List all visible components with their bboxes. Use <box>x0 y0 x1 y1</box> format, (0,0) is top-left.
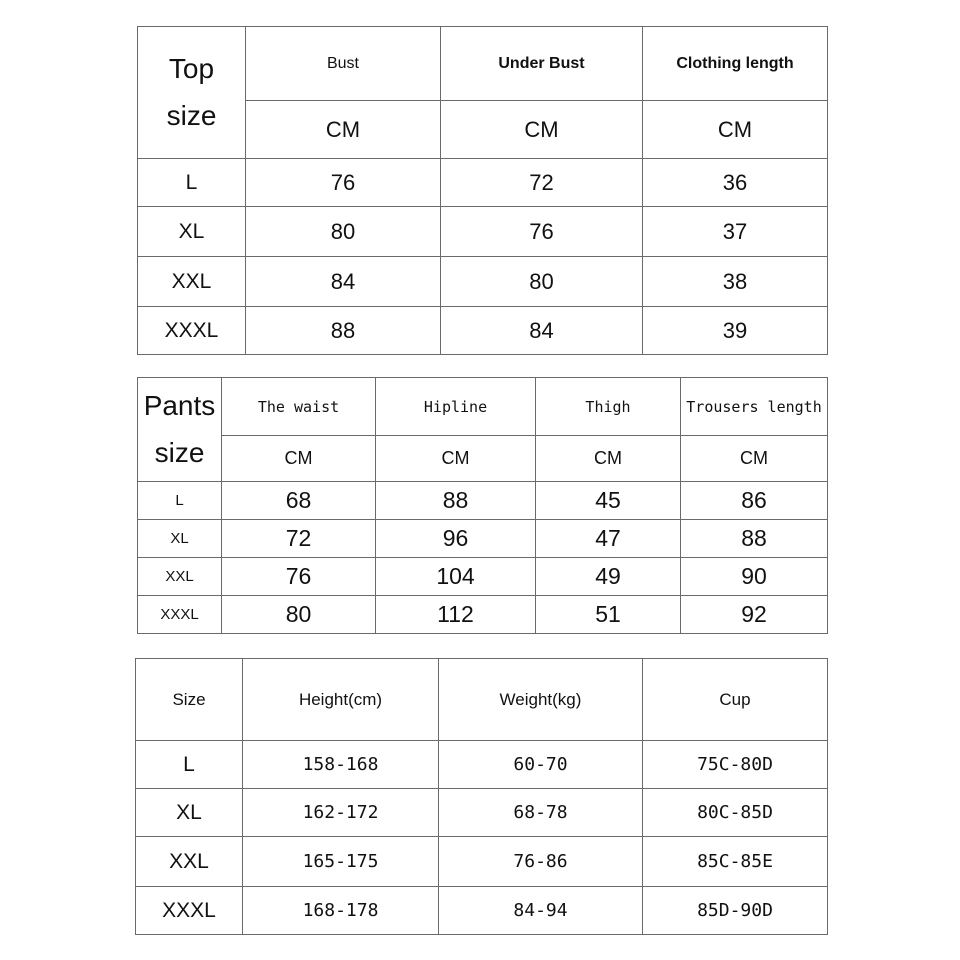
weight-value: 68-78 <box>439 789 643 837</box>
pants-title-line2: size <box>154 436 205 468</box>
bust-value: 88 <box>246 307 441 355</box>
thigh-value: 45 <box>536 482 681 520</box>
pants-unit-trousers-length: CM <box>681 436 828 482</box>
bust-value: 84 <box>246 257 441 307</box>
height-value: 165-175 <box>243 837 439 887</box>
thigh-value: 49 <box>536 558 681 596</box>
weight-value: 60-70 <box>439 741 643 789</box>
table-row <box>136 837 828 887</box>
pants-unit-thigh: CM <box>536 436 681 482</box>
bust-value: 76 <box>246 159 441 207</box>
table-row <box>136 887 828 935</box>
height-value: 158-168 <box>243 741 439 789</box>
header-weight: Weight(kg) <box>439 659 643 741</box>
clothing-length-value: 37 <box>643 207 828 257</box>
bust-value: 80 <box>246 207 441 257</box>
pants-header-hipline: Hipline <box>376 378 536 436</box>
top-title-line1: Top <box>168 53 215 85</box>
top-unit-clothing-length: CM <box>643 101 828 159</box>
top-header-row <box>138 27 828 101</box>
cup-value: 80C-85D <box>643 789 828 837</box>
under-bust-value: 72 <box>441 159 643 207</box>
pants-unit-waist: CM <box>222 436 376 482</box>
height-value: 168-178 <box>243 887 439 935</box>
clothing-length-value: 39 <box>643 307 828 355</box>
waist-value: 68 <box>222 482 376 520</box>
header-height: Height(cm) <box>243 659 439 741</box>
body-size-table <box>135 658 828 935</box>
size-label: XXXL <box>138 596 222 634</box>
pants-unit-hipline: CM <box>376 436 536 482</box>
size-label: XXL <box>138 558 222 596</box>
cup-value: 85D-90D <box>643 887 828 935</box>
size-label: XXL <box>136 837 243 887</box>
top-size-title <box>138 27 246 159</box>
thigh-value: 47 <box>536 520 681 558</box>
size-label: XXL <box>138 257 246 307</box>
under-bust-value: 84 <box>441 307 643 355</box>
header-size: Size <box>136 659 243 741</box>
under-bust-value: 80 <box>441 257 643 307</box>
table-row <box>138 207 828 257</box>
thigh-value: 51 <box>536 596 681 634</box>
top-unit-bust: CM <box>246 101 441 159</box>
size-label: L <box>138 482 222 520</box>
waist-value: 72 <box>222 520 376 558</box>
table-row <box>136 741 828 789</box>
top-header-clothing-length: Clothing length <box>643 27 828 101</box>
pants-size-table <box>137 377 828 634</box>
pants-header-trousers-length: Trousers length <box>681 378 828 436</box>
header-cup: Cup <box>643 659 828 741</box>
table-row <box>138 159 828 207</box>
size-label: XL <box>136 789 243 837</box>
pants-unit-row <box>138 436 828 482</box>
trousers-length-value: 92 <box>681 596 828 634</box>
size-label: XXXL <box>138 307 246 355</box>
table-row <box>136 789 828 837</box>
clothing-length-value: 38 <box>643 257 828 307</box>
weight-value: 76-86 <box>439 837 643 887</box>
table-row <box>138 482 828 520</box>
trousers-length-value: 90 <box>681 558 828 596</box>
height-value: 162-172 <box>243 789 439 837</box>
top-size-table <box>137 26 828 355</box>
pants-title-line1: Pants <box>143 390 216 422</box>
top-unit-under-bust: CM <box>441 101 643 159</box>
table-row <box>138 307 828 355</box>
table-row <box>138 257 828 307</box>
trousers-length-value: 86 <box>681 482 828 520</box>
table-row <box>138 596 828 634</box>
pants-header-row <box>138 378 828 436</box>
table-row <box>138 558 828 596</box>
pants-size-title <box>138 378 222 482</box>
trousers-length-value: 88 <box>681 520 828 558</box>
hipline-value: 112 <box>376 596 536 634</box>
size-label: XL <box>138 520 222 558</box>
pants-header-waist: The waist <box>222 378 376 436</box>
top-title-line2: size <box>166 99 217 131</box>
under-bust-value: 76 <box>441 207 643 257</box>
cup-value: 85C-85E <box>643 837 828 887</box>
cup-value: 75C-80D <box>643 741 828 789</box>
pants-header-thigh: Thigh <box>536 378 681 436</box>
hipline-value: 88 <box>376 482 536 520</box>
size-label: XXXL <box>136 887 243 935</box>
size-header-row <box>136 659 828 741</box>
waist-value: 76 <box>222 558 376 596</box>
top-header-under-bust: Under Bust <box>441 27 643 101</box>
clothing-length-value: 36 <box>643 159 828 207</box>
top-header-bust: Bust <box>246 27 441 101</box>
hipline-value: 96 <box>376 520 536 558</box>
size-label: L <box>136 741 243 789</box>
weight-value: 84-94 <box>439 887 643 935</box>
table-row <box>138 520 828 558</box>
size-label: L <box>138 159 246 207</box>
waist-value: 80 <box>222 596 376 634</box>
size-label: XL <box>138 207 246 257</box>
hipline-value: 104 <box>376 558 536 596</box>
